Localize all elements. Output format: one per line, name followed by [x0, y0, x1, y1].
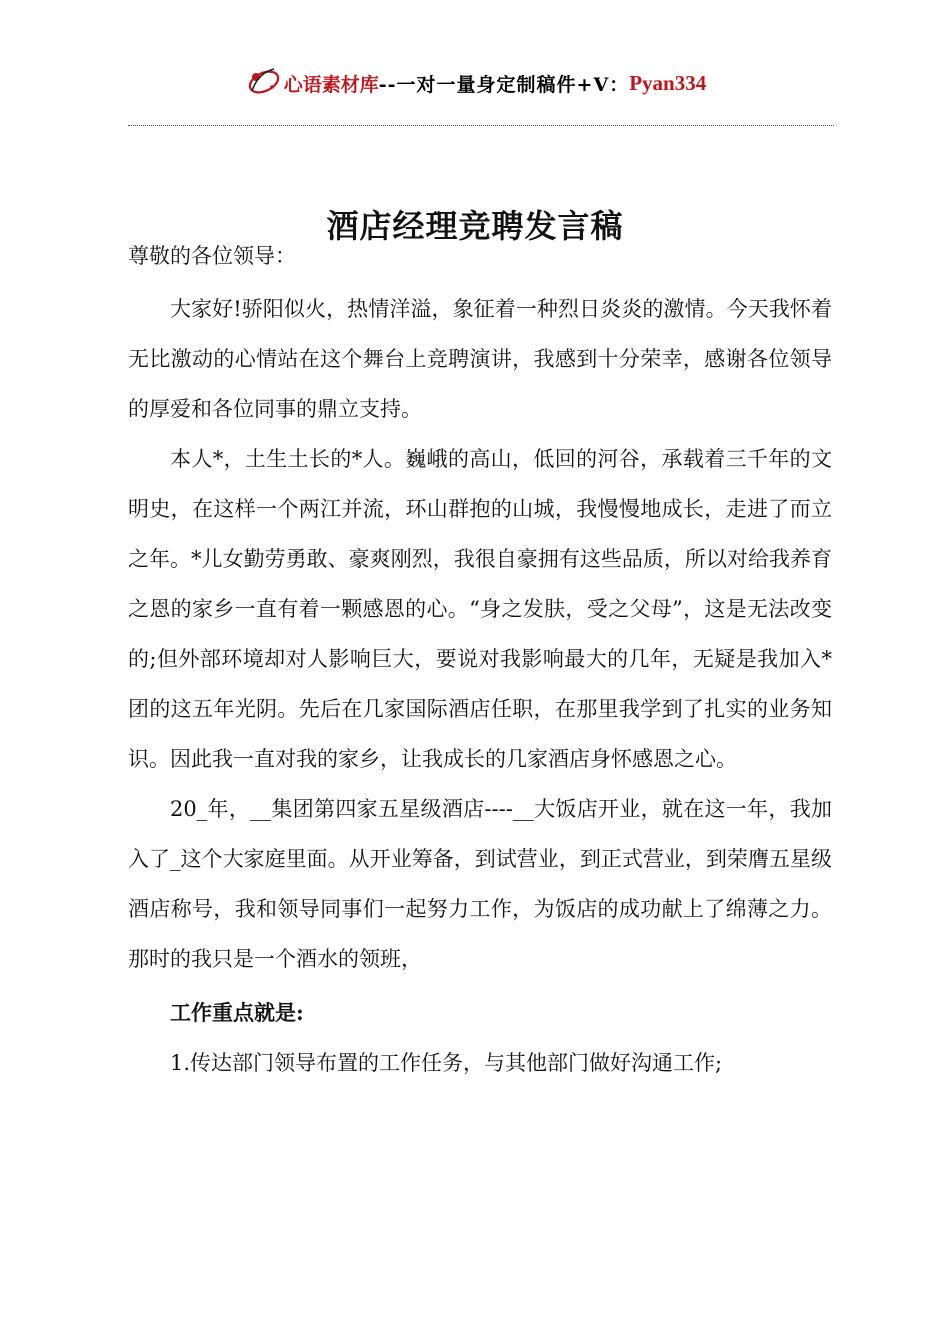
paragraph: 20_年，__集团第四家五星级酒店----__大饭店开业，就在这一年，我加入了_这个大家庭里面。从开业筹备，到试营业，到正式营业，到荣膺五星级酒店称号，我和领导同事们一起努力工作，为饭店的成功献上了绵薄之力。那时的我只是一个酒水的领班，	[128, 797, 832, 971]
paragraph: 大家好!骄阳似火，热情洋溢，象征着一种烈日炎炎的激情。今天我怀着无比激动的心情站在这个舞台上竞聘演讲，我感到十分荣幸，感谢各位领导的厚爱和各位同事的鼎立支持。	[128, 297, 832, 421]
brand-logo-icon	[244, 61, 284, 101]
page-header	[0, 58, 950, 108]
header-banner	[244, 58, 706, 108]
salutation: 尊敬的各位领导：	[128, 244, 296, 268]
document-body	[128, 238, 832, 1088]
list-item: 1.传达部门领导布置的工作任务，与其他部门做好沟通工作;	[170, 1051, 723, 1075]
header-divider	[128, 125, 834, 126]
brand-name: 心语素材库	[283, 73, 379, 96]
document-title: 酒店经理竞聘发言稿	[326, 207, 624, 246]
header-slogan: --一对一量身定制稿件+V：	[378, 73, 630, 96]
section-heading: 工作重点就是:	[170, 1000, 304, 1025]
paragraph: 本人*，土生土长的*人。巍峨的高山，低回的河谷，承载着三千年的文明史，在这样一个两江并流，环山群抱的山城，我慢慢地成长，走进了而立之年。*儿女勤劳勇敢、豪爽刚烈，我很自豪拥有这些品质，所以对给我养育之恩的家乡一直有着一颗感恩的心。“身之发肤，受之父母”，这是无法改变的;但外部环境却对人影响巨大，要说对我影响最大的几年，无疑是我加入*团的这五年光阴。先后在几家国际酒店任职，在那里我学到了扎实的业务知识。因此我一直对我的家乡，让我成长的几家酒店身怀感恩之心。	[128, 447, 832, 771]
header-contact: Pyan334	[629, 70, 707, 95]
